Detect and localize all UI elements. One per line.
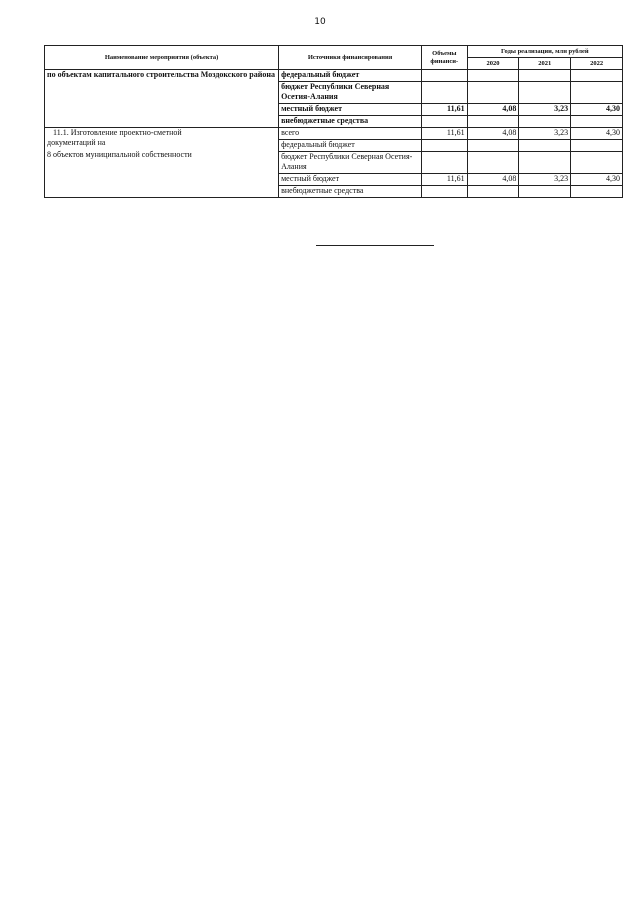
- header-year-2020: 2020: [467, 58, 519, 70]
- row-2021: [519, 186, 571, 198]
- row-2020: 4,08: [467, 128, 519, 140]
- row-2021: [519, 152, 571, 174]
- row-source: всего: [279, 128, 422, 140]
- row-2021: 3,23: [519, 174, 571, 186]
- row-2022: [571, 70, 623, 82]
- table-row: [45, 70, 623, 82]
- header-volume: Объемы финанси-: [422, 46, 468, 70]
- row-2021: [519, 140, 571, 152]
- table-row: [45, 128, 623, 140]
- row-2020: [467, 186, 519, 198]
- row-source: внебюджетные средства: [279, 116, 422, 128]
- row-2020: [467, 116, 519, 128]
- row-2021: 3,23: [519, 128, 571, 140]
- row-2020: [467, 140, 519, 152]
- row-source: местный бюджет: [279, 104, 422, 116]
- row-source: бюджет Республики Северная Осетия-Алания: [279, 82, 422, 104]
- row-2022: [571, 82, 623, 104]
- row-volume: [422, 70, 468, 82]
- row-source: федеральный бюджет: [279, 140, 422, 152]
- row-2020: [467, 70, 519, 82]
- group2-name: [45, 128, 279, 198]
- row-2020: 4,08: [467, 174, 519, 186]
- financing-table: [44, 45, 623, 198]
- row-volume: [422, 152, 468, 174]
- row-source: внебюджетные средства: [279, 186, 422, 198]
- header-name: Наименование мероприятия (объекта): [45, 46, 279, 70]
- row-volume: [422, 82, 468, 104]
- row-2022: [571, 140, 623, 152]
- header-years-group: Годы реализации, млн рублей: [467, 46, 622, 58]
- row-2022: 4,30: [571, 174, 623, 186]
- row-volume: [422, 140, 468, 152]
- row-2020: 4,08: [467, 104, 519, 116]
- row-2021: [519, 116, 571, 128]
- row-volume: 11,61: [422, 174, 468, 186]
- header-source: Источники финансирования: [279, 46, 422, 70]
- group2-name-line3: 8 объектов муниципальной собственности: [47, 150, 192, 159]
- row-volume: 11,61: [422, 128, 468, 140]
- row-source: бюджет Республики Северная Осетия-Алания: [279, 152, 422, 174]
- row-2022: [571, 152, 623, 174]
- row-source: местный бюджет: [279, 174, 422, 186]
- row-2022: [571, 186, 623, 198]
- group2-name-line2: документаций на: [47, 138, 106, 147]
- group2-name-line1: 11.1. Изготовление проектно-сметной: [53, 128, 182, 137]
- row-2022: 4,30: [571, 128, 623, 140]
- row-2020: [467, 82, 519, 104]
- row-2020: [467, 152, 519, 174]
- end-separator-line: [316, 245, 434, 246]
- row-2022: [571, 116, 623, 128]
- row-source: федеральный бюджет: [279, 70, 422, 82]
- header-year-2021: 2021: [519, 58, 571, 70]
- row-2021: 3,23: [519, 104, 571, 116]
- row-volume: 11,61: [422, 104, 468, 116]
- group1-name: по объектам капитального строительства Моздокского района: [45, 70, 279, 128]
- row-2021: [519, 70, 571, 82]
- header-year-2022: 2022: [571, 58, 623, 70]
- row-2022: 4,30: [571, 104, 623, 116]
- page-number: 10: [314, 17, 326, 27]
- row-2021: [519, 82, 571, 104]
- row-volume: [422, 116, 468, 128]
- row-volume: [422, 186, 468, 198]
